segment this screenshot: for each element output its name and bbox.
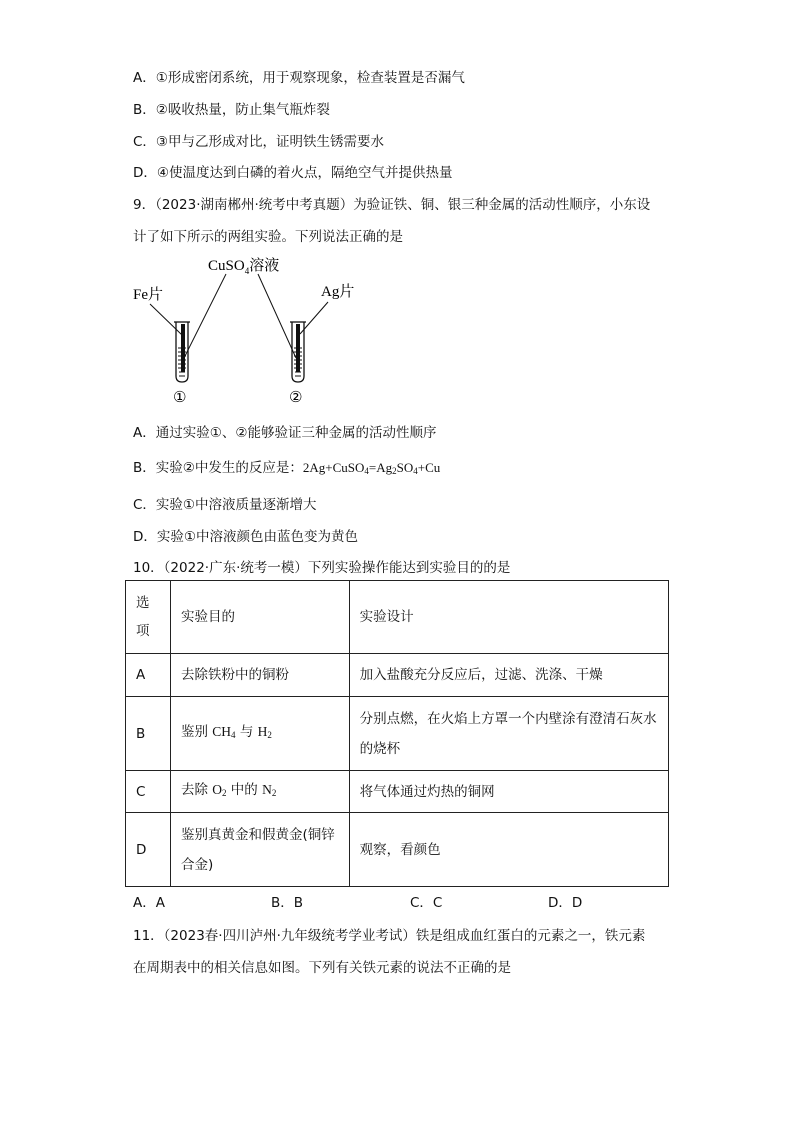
q9-option-b-prefix: B．实验②中发生的反应是： <box>133 460 303 476</box>
answer-a: A．A <box>133 895 165 911</box>
header-purpose: 实验目的 <box>170 581 349 654</box>
q11-stem-line2: 在周期表中的相关信息如图。下列有关铁元素的说法不正确的是 <box>133 960 511 976</box>
prev-option-b: B．②吸收热量，防止集气瓶炸裂 <box>133 102 330 118</box>
cuso4-leader-2 <box>258 274 296 358</box>
tube1-label: ① <box>173 388 187 406</box>
answer-b: B．B <box>271 895 304 911</box>
test-tube-2 <box>290 322 306 382</box>
reaction-equation: $2Ag+CuSO_4=Ag_2SO_4+Cu$ <box>302 460 441 476</box>
test-tube-1 <box>174 322 190 382</box>
table-row: A 去除铁粉中的铜粉 加入盐酸充分反应后，过滤、洗涤、干燥 <box>126 654 669 697</box>
prev-option-c: C．③甲与乙形成对比，证明铁生锈需要水 <box>133 134 385 150</box>
table-header-row <box>126 581 669 654</box>
fe-leader <box>150 304 182 335</box>
q11-stem-line1: 11．（2023春·四川泸州·九年级统考学业考试）铁是组成血红蛋白的元素之一，铁元素 <box>133 928 646 944</box>
table-row: B 鉴别 $CH_4$ 与 $H_2$ 分别点燃，在火焰上方罩一个内壁涂有澄清石灰水的烧杯 <box>126 697 669 771</box>
ag-leader <box>300 302 328 334</box>
q9-option-a: A．通过实验①、②能够验证三种金属的活动性顺序 <box>133 425 437 441</box>
table-row: D 鉴别真黄金和假黄金(铜锌合金) 观察，看颜色 <box>126 813 669 887</box>
q10-stem: 10．（2022·广东·统考一模）下列实验操作能达到实验目的的是 <box>133 560 511 576</box>
purpose-b: 鉴别 $CH_4$ 与 $H_2$ <box>170 697 349 771</box>
ag-label: Ag片 <box>321 284 355 300</box>
prev-option-d: D．④使温度达到白磷的着火点，隔绝空气并提供热量 <box>133 165 453 181</box>
prev-option-a: A．①形成密闭系统，用于观察现象，检查装置是否漏气 <box>133 70 465 86</box>
q9-stem-line2: 计了如下所示的两组实验。下列说法正确的是 <box>133 229 403 245</box>
header-option: 选 项 <box>126 581 171 654</box>
q9-option-d: D．实验①中溶液颜色由蓝色变为黄色 <box>133 529 358 545</box>
answer-d: D．D <box>548 895 583 911</box>
q9-option-c: C．实验①中溶液质量逐渐增大 <box>133 497 317 513</box>
table-row: C 去除 $O_2$ 中的 $N_2$ 将气体通过灼热的铜网 <box>126 771 669 813</box>
tube2-label: ② <box>289 388 303 406</box>
test-tube-figure <box>128 250 388 414</box>
cuso4-label: CuSO$_4$溶液 <box>208 258 280 276</box>
q9-stem-line1: 9．（2023·湖南郴州·统考中考真题）为验证铁、铜、银三种金属的活动性顺序，小东设 <box>133 197 651 213</box>
answer-c: C．C <box>410 895 443 911</box>
header-design: 实验设计 <box>349 581 668 654</box>
experiment-table <box>125 580 669 887</box>
q9-option-b <box>133 456 440 476</box>
fe-label: Fe片 <box>133 287 164 303</box>
cuso4-leader-1 <box>184 274 226 358</box>
purpose-c: 去除 $O_2$ 中的 $N_2$ <box>170 771 349 813</box>
test-tube-diagram <box>128 250 388 410</box>
